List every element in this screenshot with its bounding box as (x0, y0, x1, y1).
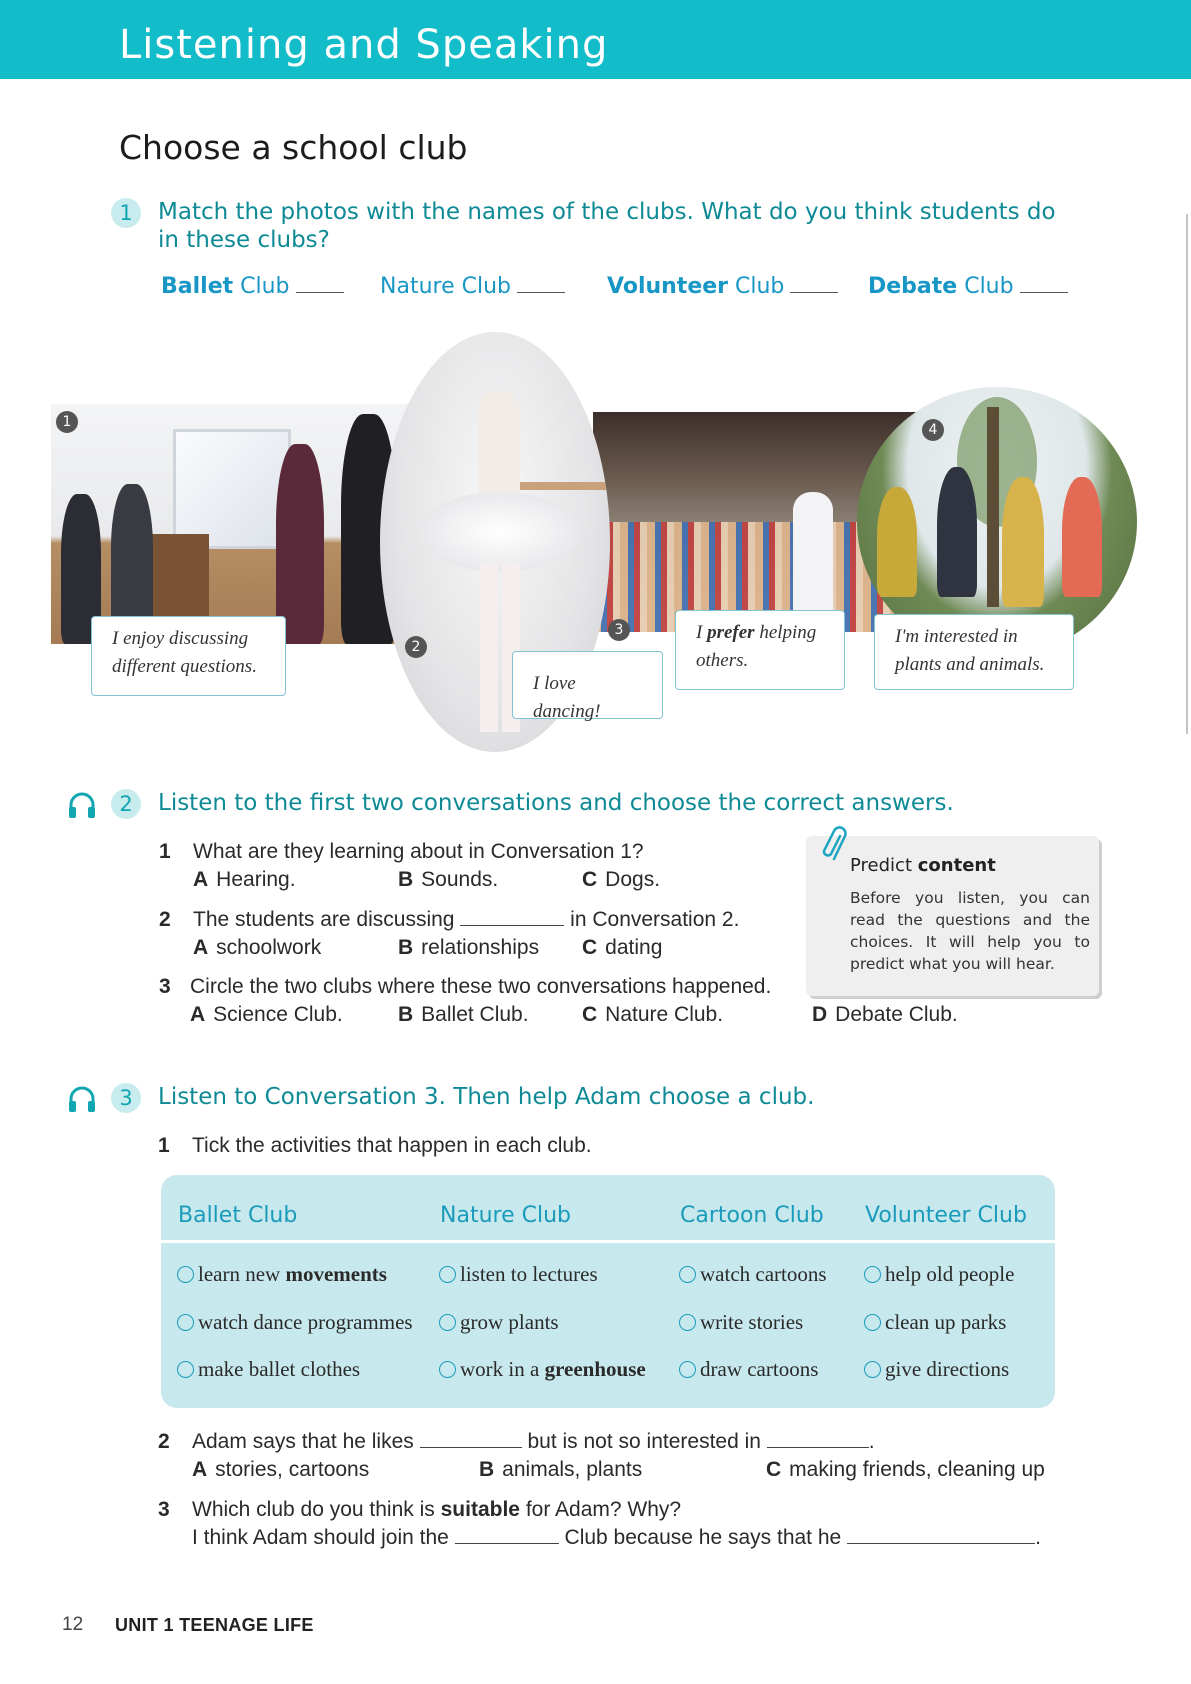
question-text: Which club do you think is suitable for Adam? Why? (192, 1498, 682, 1521)
lesson-title: Choose a school club (119, 128, 468, 167)
unit-label: UNIT 1 TEENAGE LIFE (115, 1615, 314, 1635)
question-text: What are they learning about in Conversation 1? (193, 840, 644, 863)
circle-icon (679, 1361, 696, 1378)
club-option-volunteer: Volunteer Club (607, 274, 838, 299)
photo-number: 1 (56, 411, 78, 433)
question-text: Adam says that he likes but is not so interested in . (192, 1430, 875, 1453)
answer-option[interactable]: C Nature Club. (582, 1003, 724, 1026)
answer-option[interactable]: D Debate Club. (812, 1003, 958, 1026)
question-number: 3 (158, 1498, 170, 1521)
speech-bubble: I'm interested in plants and animals. (874, 614, 1074, 690)
page-edge-divider (1186, 214, 1188, 734)
speech-bubble: I enjoy discussing different questions. (91, 616, 286, 696)
circle-icon (439, 1361, 456, 1378)
headphones-icon[interactable] (67, 790, 97, 820)
headphones-icon[interactable] (67, 1084, 97, 1114)
paperclip-icon (822, 826, 848, 866)
presentation-photo (51, 404, 411, 644)
answer-blank[interactable] (790, 275, 838, 293)
question-number: 2 (159, 908, 171, 931)
answer-blank[interactable] (847, 1526, 1035, 1544)
answer-option[interactable]: B Ballet Club. (398, 1003, 529, 1026)
activity-checkbox[interactable]: help old people (864, 1262, 1014, 1287)
club-option-nature: Nature Club (380, 274, 565, 299)
tip-title: Predict content (850, 855, 996, 876)
exercise-instruction (158, 198, 1056, 254)
answer-blank[interactable] (1020, 275, 1068, 293)
activity-checkbox[interactable]: listen to lectures (439, 1262, 598, 1287)
activity-checkbox[interactable]: watch dance programmes (177, 1310, 413, 1335)
instruction-line: in these clubs? (158, 227, 330, 253)
section-title: Listening and Speaking (119, 22, 609, 68)
activity-checkbox[interactable]: work in a greenhouse (439, 1357, 646, 1382)
answer-option[interactable]: C Dogs. (582, 868, 661, 891)
table-header: Ballet Club (178, 1203, 298, 1228)
tip-body: Before you listen, you can read the questions and the choices. It will help you to predict what you will hear. (850, 889, 1090, 973)
activity-checkbox[interactable]: watch cartoons (679, 1262, 827, 1287)
activity-checkbox[interactable]: draw cartoons (679, 1357, 818, 1382)
answer-option[interactable]: A schoolwork (193, 936, 322, 959)
answer-blank[interactable] (296, 275, 344, 293)
activity-checkbox[interactable]: clean up parks (864, 1310, 1006, 1335)
answer-option[interactable]: A stories, cartoons (192, 1458, 370, 1481)
circle-icon (177, 1361, 194, 1378)
answer-blank[interactable] (455, 1526, 559, 1544)
circle-icon (177, 1314, 194, 1331)
answer-option[interactable]: B relationships (398, 936, 540, 959)
table-header: Volunteer Club (865, 1203, 1027, 1228)
circle-icon (864, 1266, 881, 1283)
exercise-number: 2 (111, 789, 141, 819)
activity-checkbox[interactable]: give directions (864, 1357, 1009, 1382)
question-text: Circle the two clubs where these two conversations happened. (190, 975, 772, 998)
circle-icon (679, 1266, 696, 1283)
answer-option[interactable]: A Science Club. (190, 1003, 343, 1026)
question-number: 1 (158, 1134, 170, 1157)
photo-number: 4 (922, 419, 944, 441)
circle-icon (864, 1361, 881, 1378)
exercise-number: 3 (111, 1083, 141, 1113)
exercise-instruction: Listen to the first two conversations and choose the correct answers. (158, 790, 954, 816)
activity-checkbox[interactable]: make ballet clothes (177, 1357, 360, 1382)
question-text: Tick the activities that happen in each club. (192, 1134, 592, 1157)
activity-checkbox[interactable]: grow plants (439, 1310, 559, 1335)
activity-checkbox[interactable]: learn new movements (177, 1262, 387, 1287)
answer-option[interactable]: C dating (582, 936, 663, 959)
club-option-ballet: Ballet Club (161, 274, 344, 299)
answer-blank[interactable] (420, 1430, 522, 1448)
question-number: 3 (159, 975, 171, 998)
club-option-debate: Debate Club (868, 274, 1068, 299)
exercise-instruction: Listen to Conversation 3. Then help Adam choose a club. (158, 1084, 815, 1110)
instruction-line: Match the photos with the names of the clubs. What do you think students do (158, 199, 1056, 225)
table-header: Cartoon Club (680, 1203, 824, 1228)
page-number: 12 (62, 1614, 84, 1635)
speech-bubble: I love dancing! (512, 651, 663, 719)
exercise-number: 1 (111, 198, 141, 228)
speech-bubble: I prefer helping others. (675, 610, 845, 690)
circle-icon (439, 1314, 456, 1331)
question-number: 2 (158, 1430, 170, 1453)
answer-option[interactable]: C making friends, cleaning up (766, 1458, 1045, 1481)
circle-icon (864, 1314, 881, 1331)
circle-icon (439, 1266, 456, 1283)
question-text: The students are discussing in Conversation 2. (193, 908, 740, 931)
circle-icon (679, 1314, 696, 1331)
question-text: I think Adam should join the Club because he says that he . (192, 1526, 1041, 1549)
activity-checkbox[interactable]: write stories (679, 1310, 803, 1335)
table-divider (161, 1240, 1055, 1243)
table-header: Nature Club (440, 1203, 571, 1228)
answer-blank[interactable] (517, 275, 565, 293)
answer-option[interactable]: A Hearing. (193, 868, 296, 891)
photo-number: 2 (405, 636, 427, 658)
answer-option[interactable]: B animals, plants (479, 1458, 643, 1481)
answer-blank[interactable] (460, 908, 564, 926)
answer-option[interactable]: B Sounds. (398, 868, 499, 891)
question-number: 1 (159, 840, 171, 863)
answer-blank[interactable] (767, 1430, 869, 1448)
circle-icon (177, 1266, 194, 1283)
photo-number: 3 (608, 619, 630, 641)
